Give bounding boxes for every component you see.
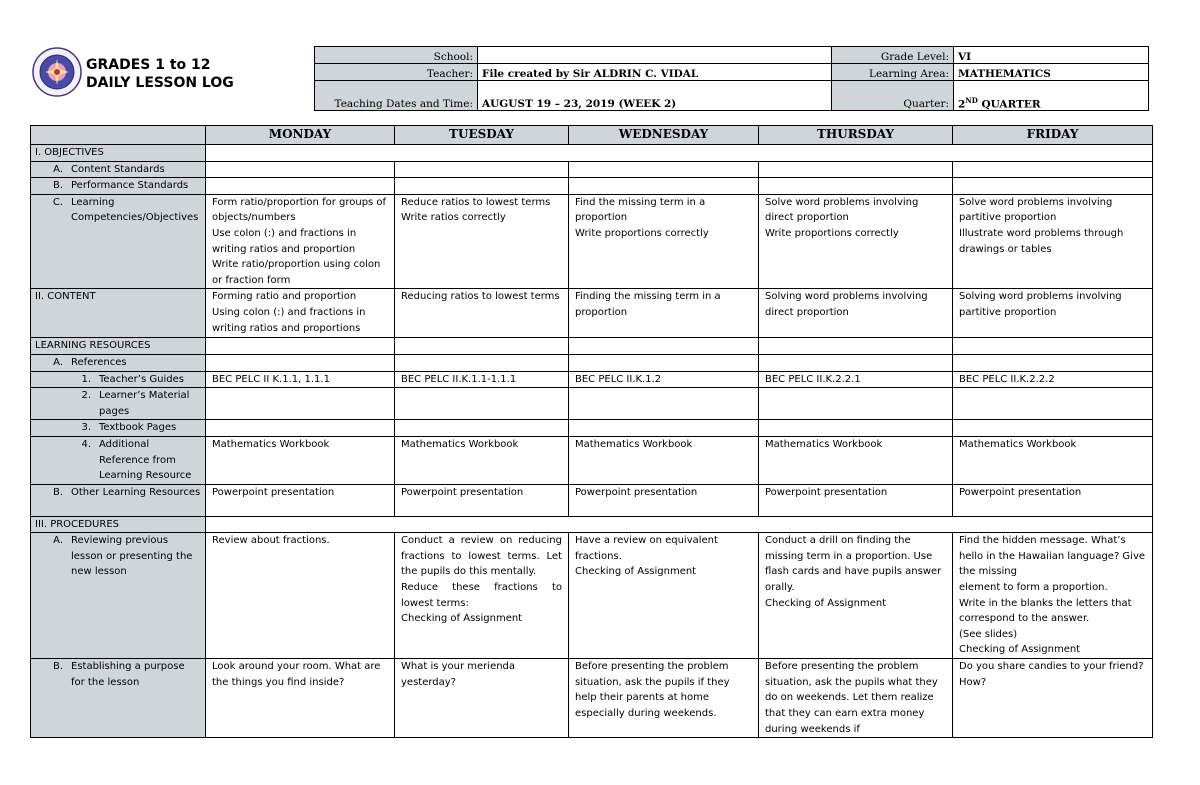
additional-ref-friday: Mathematics Workbook <box>953 436 1153 484</box>
purpose-friday: Do you share candies to your friend? How? <box>953 659 1153 738</box>
purpose-monday: Look around your room. What are the things you find inside? <box>206 659 395 738</box>
content-label: II. CONTENT <box>31 289 206 338</box>
references-label: A. References <box>31 354 206 371</box>
teacher-value: File created by Sir ALDRIN C. VIDAL <box>478 64 832 81</box>
form-title-line1: GRADES 1 to 12 <box>86 57 211 73</box>
table-cell <box>206 161 395 178</box>
table-cell <box>953 420 1153 437</box>
form-title-line2: DAILY LESSON LOG <box>86 75 234 91</box>
deped-seal-logo <box>32 47 82 97</box>
purpose-tuesday: What is your merienda yesterday? <box>395 659 569 738</box>
teachers-guides-monday: BEC PELC II K.1.1, 1.1.1 <box>206 371 395 388</box>
teachers-guides-label: 1. Teacher’s Guides <box>31 371 206 388</box>
learners-material-label: 2. Learner’s Material pages <box>31 388 206 420</box>
day-header-friday: FRIDAY <box>953 126 1153 145</box>
table-cell <box>206 338 395 355</box>
purpose-wednesday: Before presenting the problem situation, ask the pupils if they help their parents at home especially during weekends. <box>569 659 759 738</box>
table-cell <box>569 354 759 371</box>
corner-header <box>31 126 206 145</box>
objectives-label: I. OBJECTIVES <box>31 145 206 162</box>
school-value <box>478 47 832 64</box>
quarter-label: Quarter: <box>832 81 954 111</box>
table-cell <box>395 161 569 178</box>
school-label: School: <box>315 47 478 64</box>
day-header-wednesday: WEDNESDAY <box>569 126 759 145</box>
table-cell <box>569 388 759 420</box>
table-cell <box>395 420 569 437</box>
competencies-monday: Form ratio/proportion for groups of objects/numbers Use colon (:) and fractions in writing ratios and proportion Write ratio/proportion using colon or fraction form <box>206 194 395 289</box>
reviewing-label: A. Reviewing previous lesson or presenting the new lesson <box>31 533 206 659</box>
table-cell <box>953 338 1153 355</box>
teachers-guides-thursday: BEC PELC II.K.2.2.1 <box>759 371 953 388</box>
content-friday: Solving word problems involving partitive proportion <box>953 289 1153 338</box>
table-cell <box>569 420 759 437</box>
day-header-monday: MONDAY <box>206 126 395 145</box>
content-tuesday: Reducing ratios to lowest terms <box>395 289 569 338</box>
other-resources-wednesday: Powerpoint presentation <box>569 484 759 516</box>
teachers-guides-friday: BEC PELC II.K.2.2.2 <box>953 371 1153 388</box>
table-cell <box>206 420 395 437</box>
table-cell <box>569 178 759 195</box>
table-cell <box>395 388 569 420</box>
table-cell <box>395 178 569 195</box>
other-resources-label: B. Other Learning Resources <box>31 484 206 516</box>
additional-ref-tuesday: Mathematics Workbook <box>395 436 569 484</box>
teacher-label: Teacher: <box>315 64 478 81</box>
table-cell <box>953 178 1153 195</box>
content-thursday: Solving word problems involving direct proportion <box>759 289 953 338</box>
reviewing-wednesday: Have a review on equivalent fractions. Checking of Assignment <box>569 533 759 659</box>
reviewing-monday: Review about fractions. <box>206 533 395 659</box>
table-cell <box>569 338 759 355</box>
content-standards-label: A. Content Standards <box>31 161 206 178</box>
other-resources-tuesday: Powerpoint presentation <box>395 484 569 516</box>
table-cell <box>759 420 953 437</box>
lesson-log-table <box>30 125 1153 738</box>
learning-resources-label: LEARNING RESOURCES <box>31 338 206 355</box>
teachers-guides-tuesday: BEC PELC II.K.1.1-1.1.1 <box>395 371 569 388</box>
table-cell <box>759 354 953 371</box>
purpose-thursday: Before presenting the problem situation, ask the pupils what they do on weekends. Let them realize that they can earn extra money during weekends if <box>759 659 953 738</box>
performance-standards-label: B. Performance Standards <box>31 178 206 195</box>
content-monday: Forming ratio and proportion Using colon (:) and fractions in writing ratios and proportions <box>206 289 395 338</box>
day-header-thursday: THURSDAY <box>759 126 953 145</box>
table-cell <box>395 338 569 355</box>
procedures-cell <box>206 516 1153 533</box>
reviewing-tuesday: Conduct a review on reducing fractions to lowest terms. Let the pupils do this mentally. Reduce these fractions to lowest terms: Checking of Assignment <box>395 533 569 659</box>
table-cell <box>395 354 569 371</box>
teachers-guides-wednesday: BEC PELC II.K.1.2 <box>569 371 759 388</box>
day-header-tuesday: TUESDAY <box>395 126 569 145</box>
purpose-label: B. Establishing a purpose for the lesson <box>31 659 206 738</box>
table-cell <box>759 178 953 195</box>
additional-ref-thursday: Mathematics Workbook <box>759 436 953 484</box>
competencies-tuesday: Reduce ratios to lowest terms Write ratios correctly <box>395 194 569 289</box>
quarter-value: 2ND QUARTER <box>954 81 1149 111</box>
procedures-label: III. PROCEDURES <box>31 516 206 533</box>
table-cell <box>206 354 395 371</box>
table-cell <box>953 161 1153 178</box>
table-cell <box>953 354 1153 371</box>
competencies-wednesday: Find the missing term in a proportion Write proportions correctly <box>569 194 759 289</box>
teaching-dates-value: AUGUST 19 – 23, 2019 (WEEK 2) <box>478 81 832 111</box>
competencies-thursday: Solve word problems involving direct proportion Write proportions correctly <box>759 194 953 289</box>
reviewing-thursday: Conduct a drill on finding the missing term in a proportion. Use flash cards and have pupils answer orally. Checking of Assignment <box>759 533 953 659</box>
table-cell <box>953 388 1153 420</box>
other-resources-friday: Powerpoint presentation <box>953 484 1153 516</box>
table-cell <box>759 338 953 355</box>
table-cell <box>206 178 395 195</box>
competencies-friday: Solve word problems involving partitive proportion Illustrate word problems through drawings or tables <box>953 194 1153 289</box>
objectives-cell <box>206 145 1153 162</box>
textbook-pages-label: 3. Textbook Pages <box>31 420 206 437</box>
other-resources-thursday: Powerpoint presentation <box>759 484 953 516</box>
other-resources-monday: Powerpoint presentation <box>206 484 395 516</box>
additional-ref-monday: Mathematics Workbook <box>206 436 395 484</box>
additional-ref-wednesday: Mathematics Workbook <box>569 436 759 484</box>
table-cell <box>759 161 953 178</box>
teaching-dates-label: Teaching Dates and Time: <box>315 81 478 111</box>
table-cell <box>759 388 953 420</box>
reviewing-friday: Find the hidden message. What’s hello in the Hawaiian language? Give the missing element to form a proportion. Write in the blanks the letters that correspond to the answer. (See slides) Checking of Assignment <box>953 533 1153 659</box>
additional-reference-label: 4. Additional Reference from Learning Resource <box>31 436 206 484</box>
learning-area-value: MATHEMATICS <box>954 64 1149 81</box>
table-cell <box>569 161 759 178</box>
competencies-label: C. Learning Competencies/Objectives <box>31 194 206 289</box>
content-wednesday: Finding the missing term in a proportion <box>569 289 759 338</box>
table-cell <box>206 388 395 420</box>
grade-level-label: Grade Level: <box>832 47 954 64</box>
learning-area-label: Learning Area: <box>832 64 954 81</box>
header-info-table <box>314 46 1149 111</box>
grade-level-value: VI <box>954 47 1149 64</box>
